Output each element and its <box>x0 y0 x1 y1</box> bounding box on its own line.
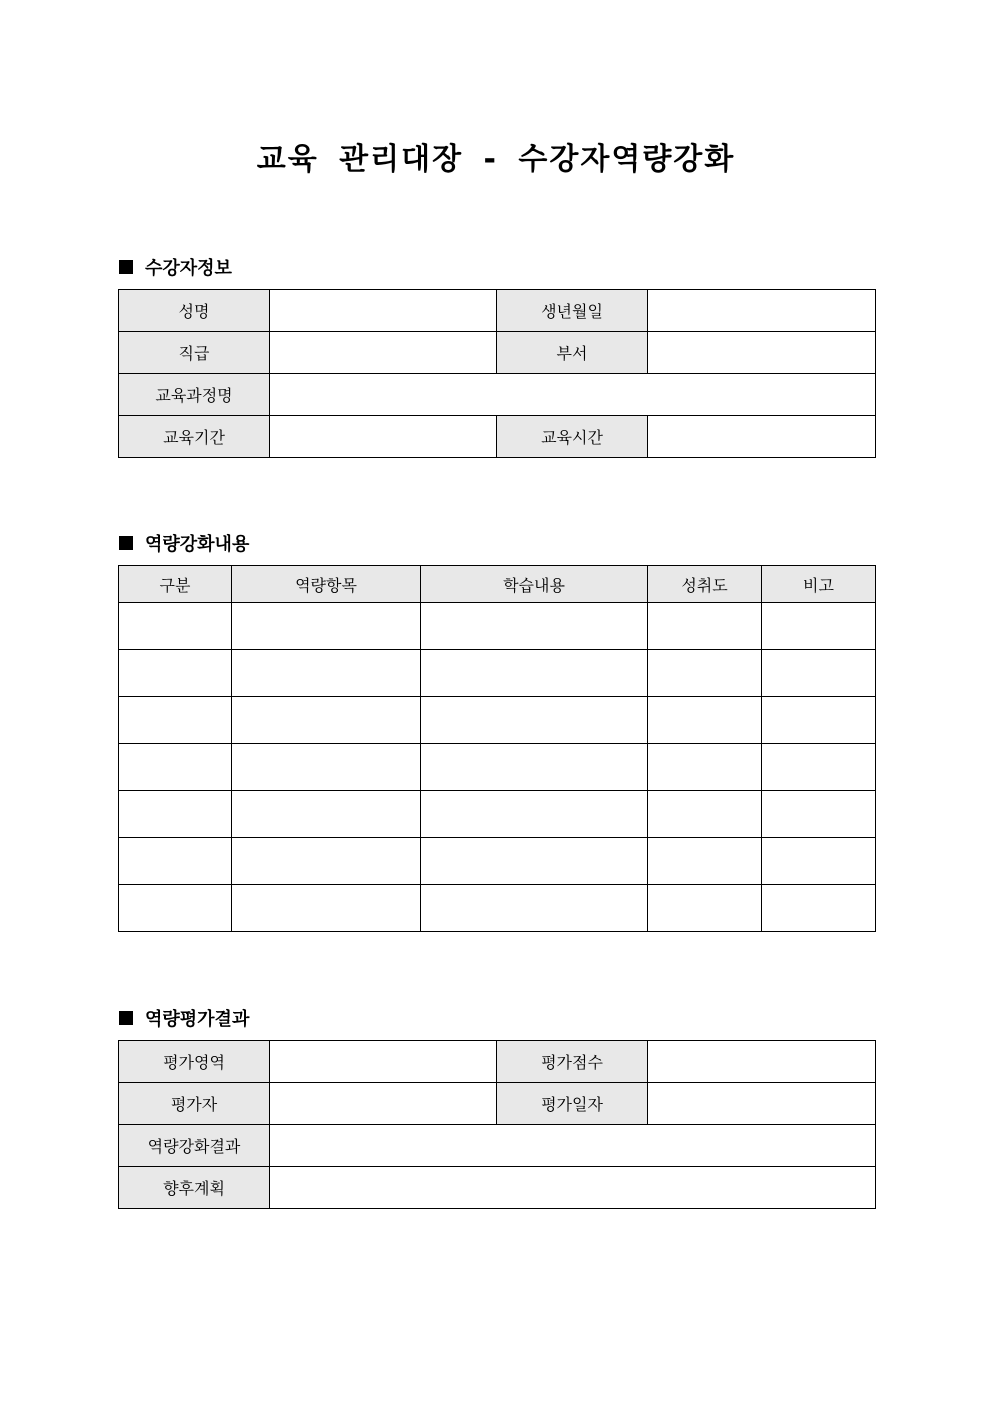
table-cell[interactable] <box>648 744 762 791</box>
table-row <box>119 1125 876 1167</box>
table-cell[interactable] <box>421 650 648 697</box>
table-row <box>119 1167 876 1209</box>
table-cell[interactable] <box>762 885 876 932</box>
table-cell[interactable] <box>762 697 876 744</box>
table-cell[interactable] <box>119 791 232 838</box>
field-evaluator[interactable] <box>270 1083 497 1125</box>
label-course-name: 교육과정명 <box>119 374 270 416</box>
table-cell[interactable] <box>232 697 421 744</box>
table-row <box>119 791 876 838</box>
field-date[interactable] <box>648 1083 876 1125</box>
content-table <box>118 565 876 932</box>
column-header: 성취도 <box>648 566 762 603</box>
table-row <box>119 374 876 416</box>
table-header-row <box>119 566 876 603</box>
table-cell[interactable] <box>762 791 876 838</box>
section-heading-eval-label: 역량평가결과 <box>145 1009 250 1030</box>
square-bullet-icon <box>119 260 133 274</box>
table-cell[interactable] <box>762 603 876 650</box>
table-row <box>119 416 876 458</box>
table-cell[interactable] <box>119 838 232 885</box>
table-row <box>119 650 876 697</box>
table-cell[interactable] <box>421 697 648 744</box>
field-department[interactable] <box>648 332 876 374</box>
table-cell[interactable] <box>232 885 421 932</box>
table-cell[interactable] <box>119 885 232 932</box>
label-period: 교육기간 <box>119 416 270 458</box>
field-position[interactable] <box>270 332 497 374</box>
column-header: 비고 <box>762 566 876 603</box>
table-cell[interactable] <box>648 650 762 697</box>
field-name[interactable] <box>270 290 497 332</box>
table-cell[interactable] <box>648 697 762 744</box>
table-cell[interactable] <box>762 744 876 791</box>
table-cell[interactable] <box>232 838 421 885</box>
table-cell[interactable] <box>762 650 876 697</box>
square-bullet-icon <box>119 1011 133 1025</box>
table-cell[interactable] <box>119 697 232 744</box>
table-row <box>119 290 876 332</box>
label-date: 평가일자 <box>497 1083 648 1125</box>
table-cell[interactable] <box>421 791 648 838</box>
label-score: 평가점수 <box>497 1041 648 1083</box>
field-birth[interactable] <box>648 290 876 332</box>
field-period[interactable] <box>270 416 497 458</box>
table-row <box>119 697 876 744</box>
table-cell[interactable] <box>421 744 648 791</box>
field-hours[interactable] <box>648 416 876 458</box>
column-header: 역량항목 <box>232 566 421 603</box>
table-row <box>119 1041 876 1083</box>
label-result: 역량강화결과 <box>119 1125 270 1167</box>
field-score[interactable] <box>648 1041 876 1083</box>
square-bullet-icon <box>119 536 133 550</box>
column-header: 학습내용 <box>421 566 648 603</box>
field-course-name[interactable] <box>270 374 876 416</box>
label-area: 평가영역 <box>119 1041 270 1083</box>
table-cell[interactable] <box>232 603 421 650</box>
table-cell[interactable] <box>119 650 232 697</box>
label-department: 부서 <box>497 332 648 374</box>
table-row <box>119 838 876 885</box>
label-plan: 향후계획 <box>119 1167 270 1209</box>
table-row <box>119 885 876 932</box>
table-cell[interactable] <box>119 744 232 791</box>
table-cell[interactable] <box>232 744 421 791</box>
eval-table <box>118 1040 876 1209</box>
field-result[interactable] <box>270 1125 876 1167</box>
section-heading-info-label: 수강자정보 <box>145 258 232 279</box>
field-area[interactable] <box>270 1041 497 1083</box>
table-row <box>119 744 876 791</box>
label-hours: 교육시간 <box>497 416 648 458</box>
table-cell[interactable] <box>232 791 421 838</box>
table-cell[interactable] <box>648 791 762 838</box>
table-cell[interactable] <box>648 838 762 885</box>
field-plan[interactable] <box>270 1167 876 1209</box>
table-row <box>119 603 876 650</box>
content-rows <box>119 603 876 932</box>
table-cell[interactable] <box>648 603 762 650</box>
label-birth: 생년월일 <box>497 290 648 332</box>
table-row <box>119 1083 876 1125</box>
table-cell[interactable] <box>232 650 421 697</box>
label-position: 직급 <box>119 332 270 374</box>
table-cell[interactable] <box>421 838 648 885</box>
table-cell[interactable] <box>648 885 762 932</box>
section-heading-info <box>119 254 232 280</box>
info-table <box>118 289 876 458</box>
table-row <box>119 332 876 374</box>
section-heading-eval <box>119 1005 249 1031</box>
section-heading-content <box>119 530 249 556</box>
label-evaluator: 평가자 <box>119 1083 270 1125</box>
page-title: 교육 관리대장 - 수강자역량강화 <box>256 142 736 177</box>
table-cell[interactable] <box>119 603 232 650</box>
table-cell[interactable] <box>762 838 876 885</box>
section-heading-content-label: 역량강화내용 <box>145 534 250 555</box>
table-cell[interactable] <box>421 603 648 650</box>
table-cell[interactable] <box>421 885 648 932</box>
label-name: 성명 <box>119 290 270 332</box>
column-header: 구분 <box>119 566 232 603</box>
